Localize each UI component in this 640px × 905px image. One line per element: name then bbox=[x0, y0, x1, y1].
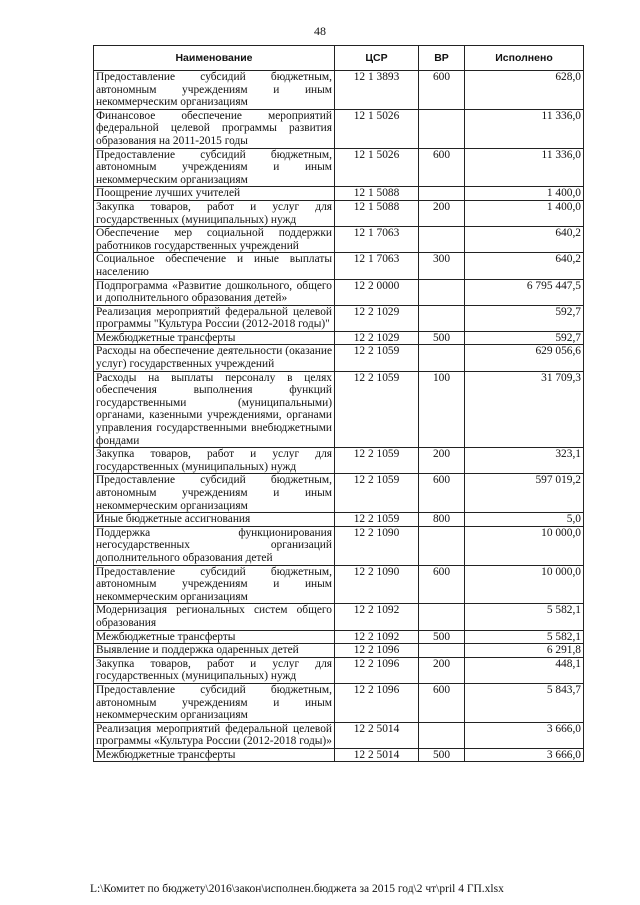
row-amount: 640,2 bbox=[465, 253, 584, 279]
row-name: Финансовое обеспечение мероприятий федеральной целевой программы развития образования на 2011-2015 годы bbox=[94, 109, 335, 148]
row-csr: 12 2 1090 bbox=[335, 526, 419, 565]
row-amount: 597 019,2 bbox=[465, 474, 584, 513]
row-amount: 11 336,0 bbox=[465, 109, 584, 148]
row-name: Закупка товаров, работ и услуг для государственных (муниципальных) нужд bbox=[94, 448, 335, 474]
row-vr bbox=[419, 109, 465, 148]
table-row bbox=[94, 630, 584, 644]
row-amount: 6 291,8 bbox=[465, 644, 584, 658]
row-name: Предоставление субсидий бюджетным, автономным учреждениям и иным некоммерческим организациям bbox=[94, 148, 335, 187]
row-name: Закупка товаров, работ и услуг для государственных (муниципальных) нужд bbox=[94, 200, 335, 226]
row-vr bbox=[419, 305, 465, 331]
row-name: Предоставление субсидий бюджетным, автономным учреждениям и иным некоммерческим организациям bbox=[94, 71, 335, 110]
row-csr: 12 2 1059 bbox=[335, 448, 419, 474]
row-name: Закупка товаров, работ и услуг для государственных (муниципальных) нужд bbox=[94, 657, 335, 683]
row-amount: 640,2 bbox=[465, 227, 584, 253]
row-amount: 592,7 bbox=[465, 331, 584, 345]
row-name: Реализация мероприятий федеральной целевой программы "Культура России (2012-2018 годы)" bbox=[94, 305, 335, 331]
table-row bbox=[94, 345, 584, 371]
row-csr: 12 1 5026 bbox=[335, 148, 419, 187]
row-amount: 11 336,0 bbox=[465, 148, 584, 187]
table-row bbox=[94, 722, 584, 748]
row-vr: 800 bbox=[419, 513, 465, 527]
row-amount: 10 000,0 bbox=[465, 526, 584, 565]
table-row bbox=[94, 253, 584, 279]
row-vr: 600 bbox=[419, 148, 465, 187]
row-name: Расходы на выплаты персоналу в целях обеспечения выполнения функций государственными (муниципальными) органами, казенными учреждениями, органами управления государственными внебюджетными фондами bbox=[94, 371, 335, 448]
table-row bbox=[94, 565, 584, 604]
table-row bbox=[94, 604, 584, 630]
row-amount: 629 056,6 bbox=[465, 345, 584, 371]
table-row bbox=[94, 71, 584, 110]
row-csr: 12 2 1096 bbox=[335, 657, 419, 683]
row-name: Реализация мероприятий федеральной целевой программы «Культура России (2012-2018 годы)» bbox=[94, 722, 335, 748]
row-csr: 12 2 0000 bbox=[335, 279, 419, 305]
row-name: Обеспечение мер социальной поддержки работников государственных учреждений bbox=[94, 227, 335, 253]
row-name: Расходы на обеспечение деятельности (оказание услуг) государственных учреждений bbox=[94, 345, 335, 371]
row-csr: 12 2 1029 bbox=[335, 305, 419, 331]
header-csr: ЦСР bbox=[335, 46, 419, 71]
row-name: Выявление и поддержка одаренных детей bbox=[94, 644, 335, 658]
table-row bbox=[94, 657, 584, 683]
row-csr: 12 2 1059 bbox=[335, 513, 419, 527]
row-name: Модернизация региональных систем общего образования bbox=[94, 604, 335, 630]
row-amount: 6 795 447,5 bbox=[465, 279, 584, 305]
table-row bbox=[94, 526, 584, 565]
table-row bbox=[94, 305, 584, 331]
table-row bbox=[94, 474, 584, 513]
row-name: Поддержка функционирования негосударственных организаций дополнительного образования детей bbox=[94, 526, 335, 565]
table-row bbox=[94, 148, 584, 187]
row-vr bbox=[419, 722, 465, 748]
row-name: Иные бюджетные ассигнования bbox=[94, 513, 335, 527]
table-row bbox=[94, 187, 584, 201]
row-vr: 300 bbox=[419, 253, 465, 279]
row-amount: 628,0 bbox=[465, 71, 584, 110]
row-amount: 592,7 bbox=[465, 305, 584, 331]
table-row bbox=[94, 448, 584, 474]
row-amount: 5 582,1 bbox=[465, 630, 584, 644]
table-row bbox=[94, 109, 584, 148]
row-vr: 200 bbox=[419, 200, 465, 226]
row-csr: 12 2 1059 bbox=[335, 474, 419, 513]
header-name: Наименование bbox=[94, 46, 335, 71]
page-number: 48 bbox=[314, 24, 326, 38]
table-header-row bbox=[94, 46, 584, 71]
row-name: Социальное обеспечение и иные выплаты населению bbox=[94, 253, 335, 279]
row-amount: 3 666,0 bbox=[465, 748, 584, 762]
row-csr: 12 1 3893 bbox=[335, 71, 419, 110]
table-row bbox=[94, 683, 584, 722]
table-row bbox=[94, 279, 584, 305]
row-amount: 5 843,7 bbox=[465, 683, 584, 722]
file-path-footer: L:\Комитет по бюджету\2016\закон\исполнен.бюджета за 2015 год\2 чт\pril 4 ГП.xlsx bbox=[90, 883, 504, 895]
row-name: Межбюджетные трансферты bbox=[94, 331, 335, 345]
row-vr bbox=[419, 526, 465, 565]
row-amount: 31 709,3 bbox=[465, 371, 584, 448]
row-csr: 12 2 1096 bbox=[335, 644, 419, 658]
table-row bbox=[94, 371, 584, 448]
row-csr: 12 1 7063 bbox=[335, 253, 419, 279]
row-csr: 12 2 1092 bbox=[335, 630, 419, 644]
row-vr bbox=[419, 644, 465, 658]
budget-table bbox=[93, 45, 584, 762]
row-name: Предоставление субсидий бюджетным, автономным учреждениям и иным некоммерческим организациям bbox=[94, 683, 335, 722]
row-vr: 200 bbox=[419, 448, 465, 474]
row-amount: 1 400,0 bbox=[465, 187, 584, 201]
row-vr bbox=[419, 345, 465, 371]
row-vr bbox=[419, 187, 465, 201]
row-vr: 500 bbox=[419, 331, 465, 345]
row-name: Подпрограмма «Развитие дошкольного, общего и дополнительного образования детей» bbox=[94, 279, 335, 305]
row-csr: 12 1 5088 bbox=[335, 200, 419, 226]
row-csr: 12 2 1059 bbox=[335, 371, 419, 448]
row-vr: 600 bbox=[419, 71, 465, 110]
row-name: Предоставление субсидий бюджетным, автономным учреждениям и иным некоммерческим организациям bbox=[94, 565, 335, 604]
table-row bbox=[94, 331, 584, 345]
row-vr bbox=[419, 227, 465, 253]
row-name: Межбюджетные трансферты bbox=[94, 630, 335, 644]
row-vr: 500 bbox=[419, 748, 465, 762]
row-csr: 12 2 1090 bbox=[335, 565, 419, 604]
row-amount: 5,0 bbox=[465, 513, 584, 527]
row-csr: 12 2 5014 bbox=[335, 748, 419, 762]
row-vr: 600 bbox=[419, 474, 465, 513]
row-amount: 5 582,1 bbox=[465, 604, 584, 630]
row-vr: 500 bbox=[419, 630, 465, 644]
row-csr: 12 2 1096 bbox=[335, 683, 419, 722]
row-amount: 3 666,0 bbox=[465, 722, 584, 748]
row-amount: 1 400,0 bbox=[465, 200, 584, 226]
table-row bbox=[94, 200, 584, 226]
row-amount: 323,1 bbox=[465, 448, 584, 474]
table-row bbox=[94, 227, 584, 253]
row-csr: 12 1 7063 bbox=[335, 227, 419, 253]
row-name: Поощрение лучших учителей bbox=[94, 187, 335, 201]
header-executed: Исполнено bbox=[465, 46, 584, 71]
row-vr: 200 bbox=[419, 657, 465, 683]
row-csr: 12 2 1059 bbox=[335, 345, 419, 371]
row-vr bbox=[419, 279, 465, 305]
row-csr: 12 2 1029 bbox=[335, 331, 419, 345]
row-vr bbox=[419, 604, 465, 630]
row-csr: 12 2 1092 bbox=[335, 604, 419, 630]
row-vr: 100 bbox=[419, 371, 465, 448]
row-amount: 10 000,0 bbox=[465, 565, 584, 604]
row-csr: 12 1 5088 bbox=[335, 187, 419, 201]
row-amount: 448,1 bbox=[465, 657, 584, 683]
header-vr: ВР bbox=[419, 46, 465, 71]
row-vr: 600 bbox=[419, 683, 465, 722]
row-csr: 12 2 5014 bbox=[335, 722, 419, 748]
table-row bbox=[94, 748, 584, 762]
table-row bbox=[94, 644, 584, 658]
table-row bbox=[94, 513, 584, 527]
row-vr: 600 bbox=[419, 565, 465, 604]
row-name: Межбюджетные трансферты bbox=[94, 748, 335, 762]
row-csr: 12 1 5026 bbox=[335, 109, 419, 148]
row-name: Предоставление субсидий бюджетным, автономным учреждениям и иным некоммерческим организациям bbox=[94, 474, 335, 513]
